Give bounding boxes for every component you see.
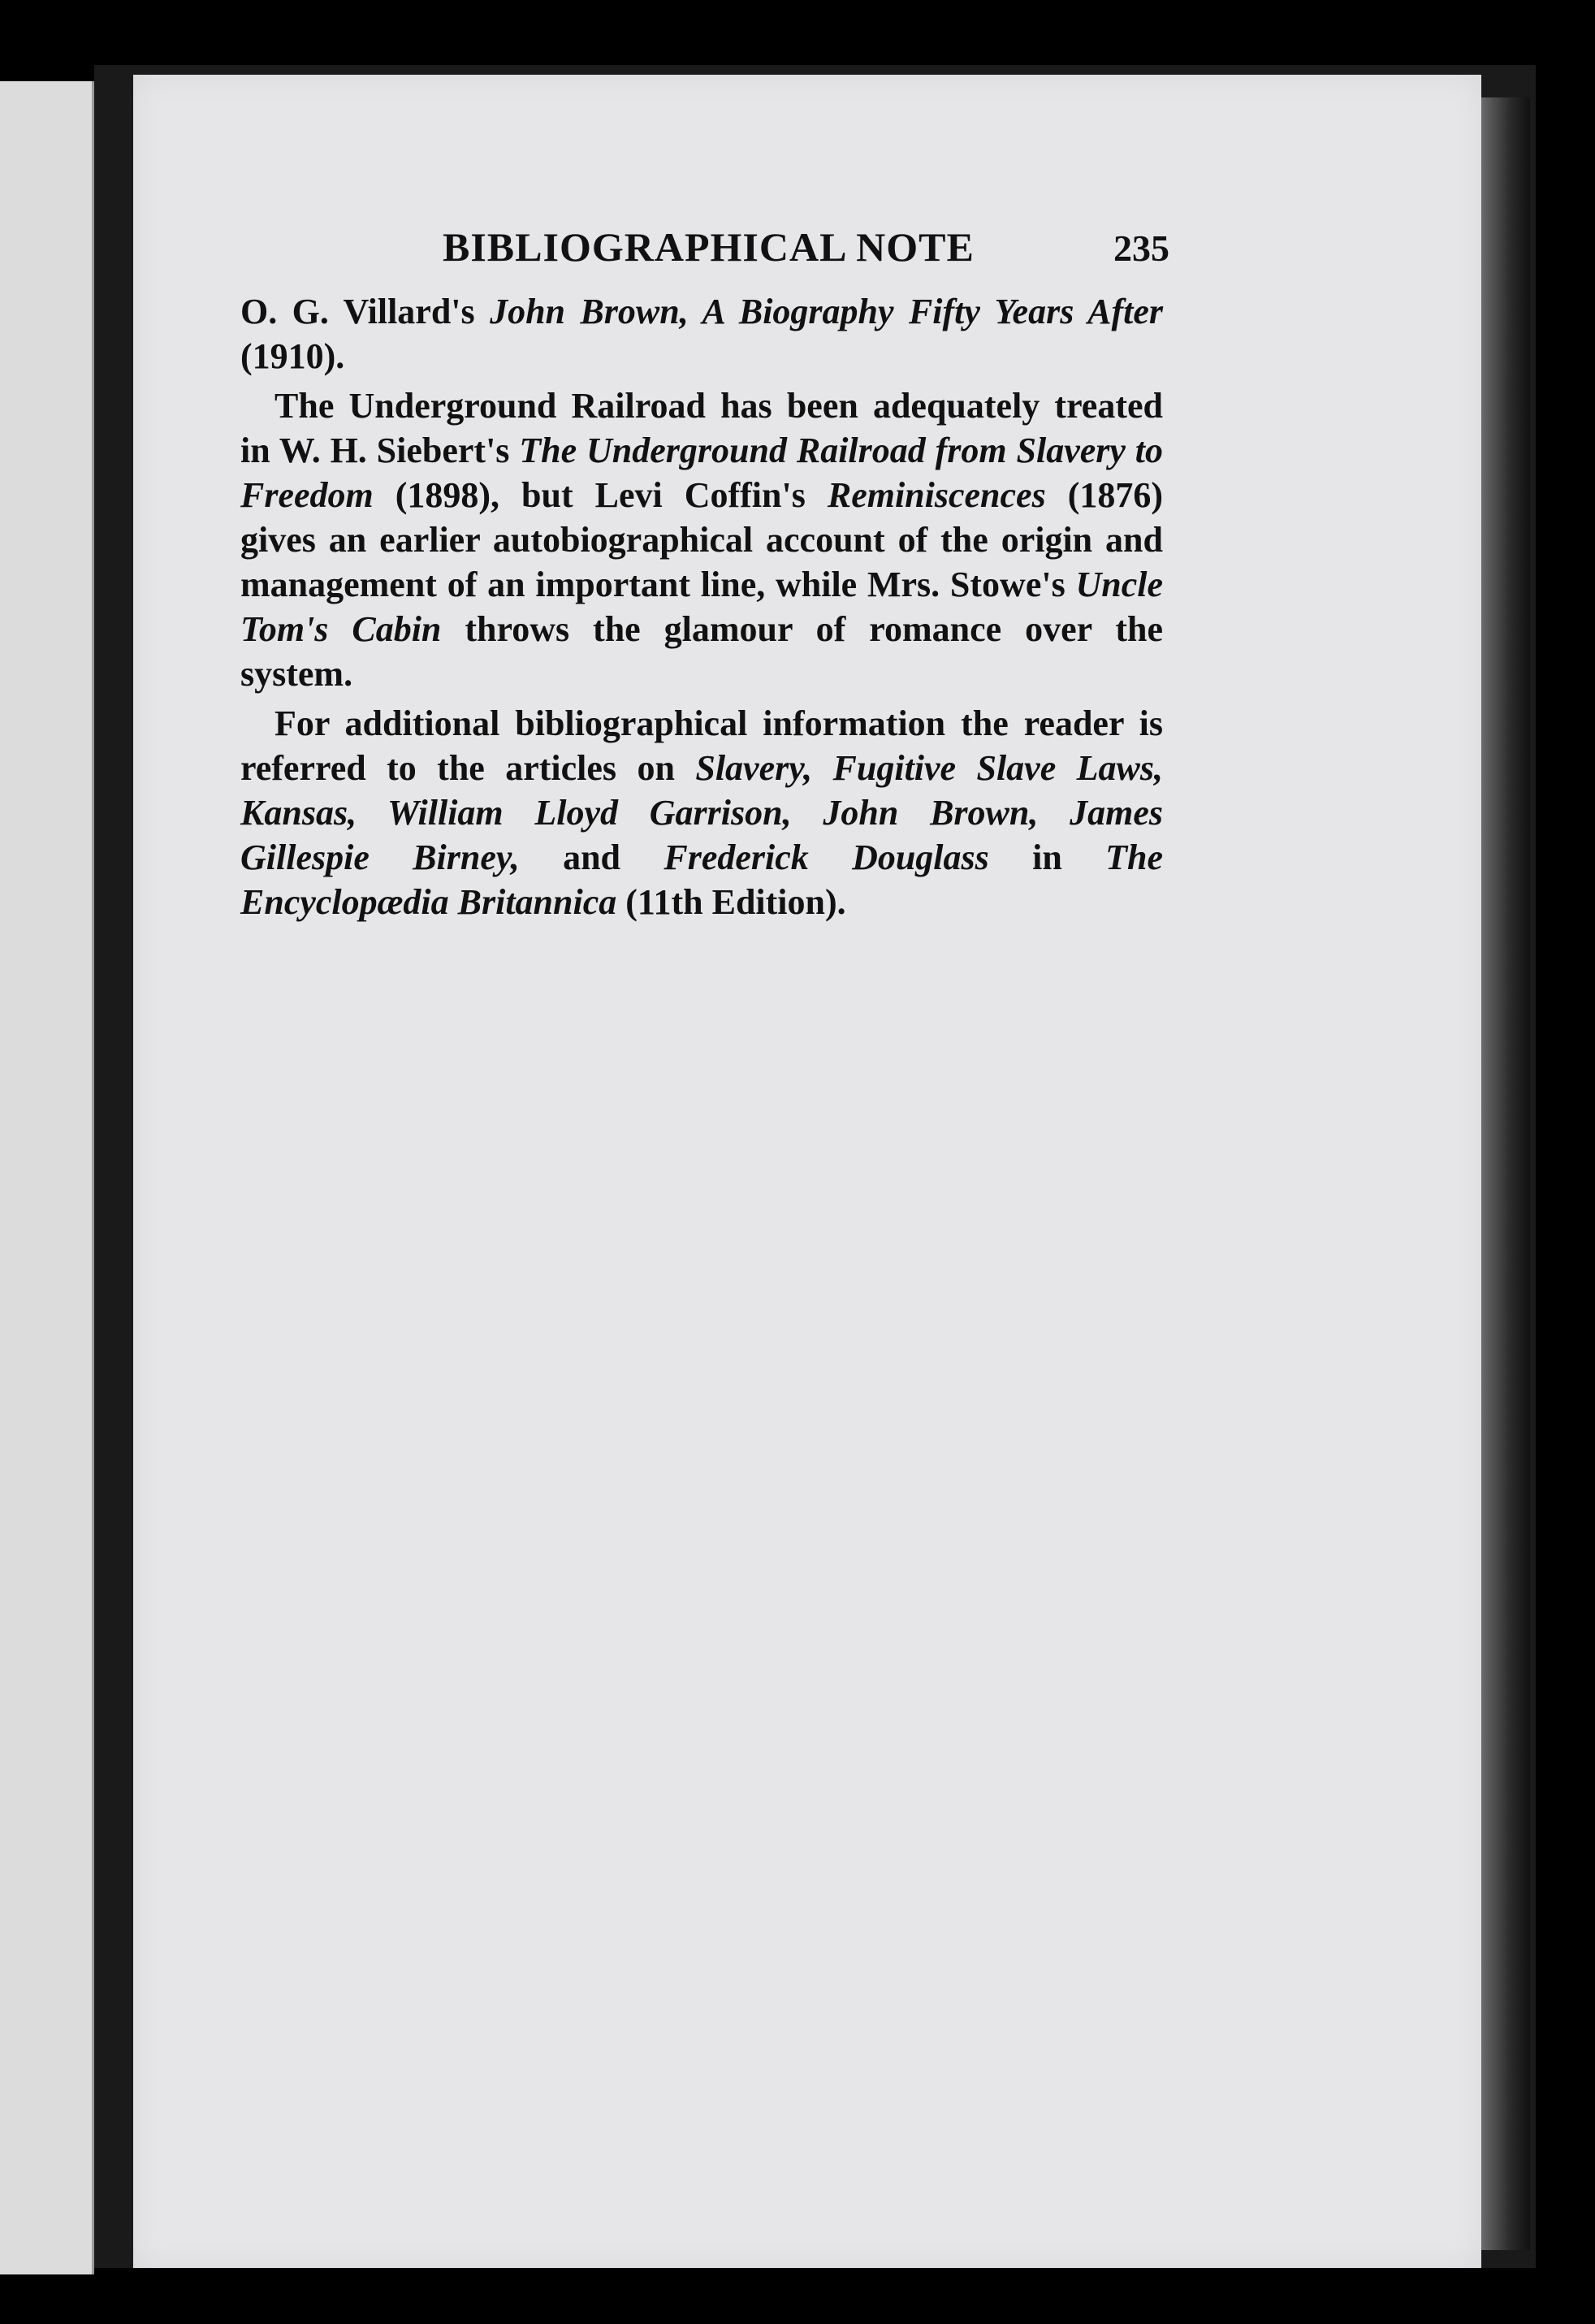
running-title: BIBLIOGRAPHICAL NOTE — [443, 224, 975, 270]
italic-title-run: Frederick Douglass — [664, 837, 989, 877]
text-run: (1876) gives an earlier autobiographical account of the origin and management of an important line, while Mrs. Stowe's — [240, 475, 1163, 604]
paragraph-villard — [240, 289, 1163, 379]
text-run: throws the glamour of romance over the system. — [240, 609, 1163, 694]
italic-title-run: The Encyclopædia Britannica — [240, 837, 1163, 922]
text-run: in — [988, 837, 1106, 877]
page-stack-edge — [1481, 97, 1530, 2250]
italic-title-run: Uncle Tom's Cabin — [240, 565, 1163, 649]
italic-title-run: The Underground Railroad from Slavery to Freedom — [240, 431, 1164, 515]
paragraph-underground-railroad — [240, 383, 1163, 696]
text-run: (11th Edition). — [616, 882, 846, 922]
body-text — [240, 289, 1163, 929]
text-run: The Underground Railroad has been adequately treated in W. H. Siebert's — [240, 386, 1163, 470]
text-run: (1910). — [240, 336, 345, 376]
italic-title-run: Slavery, Fugitive Slave Laws, Kansas, William Lloyd Garrison, John Brown, James Gillespie Birney, — [240, 748, 1163, 877]
text-run: (1898), but Levi Coffin's — [373, 475, 828, 515]
italic-title-run: John Brown, A Biography Fifty Years After — [490, 292, 1163, 331]
text-run: For additional bibliographical information the reader is referred to the articles on — [240, 703, 1163, 788]
text-run: and — [519, 837, 664, 877]
paragraph-additional-information — [240, 701, 1163, 924]
facing-page-edge — [0, 81, 94, 2274]
text-run: O. G. Villard's — [240, 292, 491, 331]
running-head — [422, 223, 1169, 272]
italic-title-run: Reminiscences — [827, 475, 1046, 515]
page-number: 235 — [1113, 227, 1169, 269]
